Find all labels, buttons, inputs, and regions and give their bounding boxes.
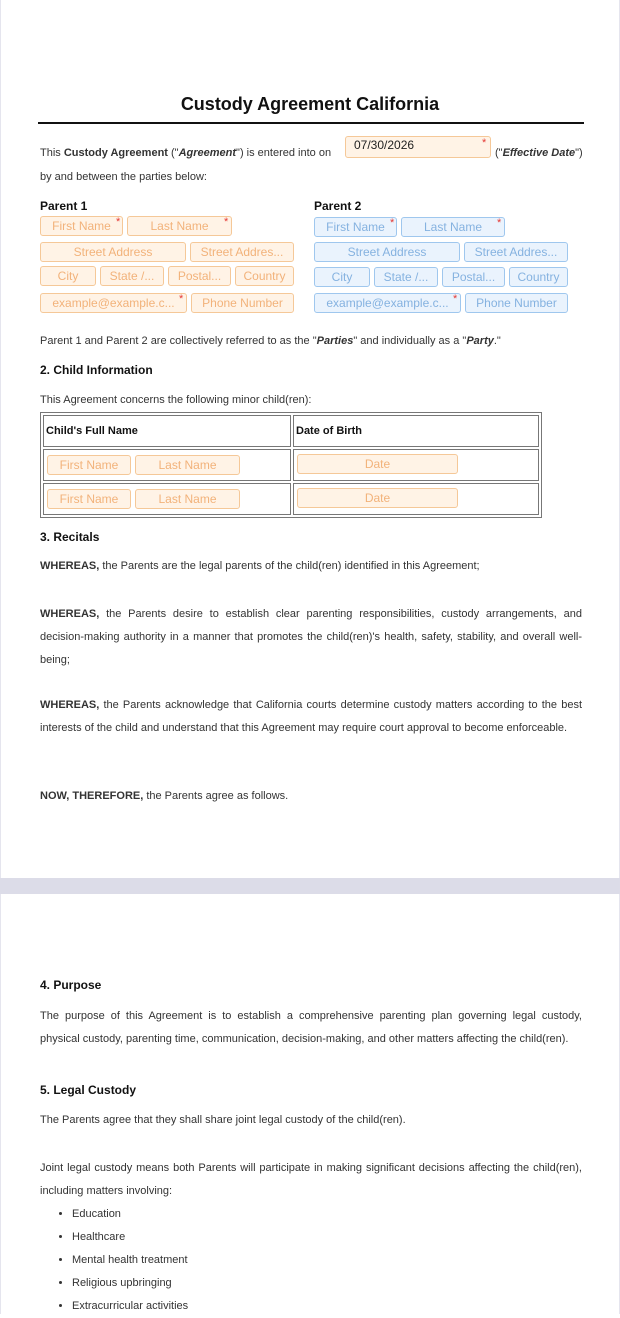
child1-last-name-input[interactable]: Last Name [135, 455, 240, 475]
parent2-postal-input[interactable]: Postal... [442, 267, 505, 287]
parent2-first-name-input[interactable]: First Name [314, 217, 397, 237]
section-4-text: The purpose of this Agreement is to establish a comprehensive parenting plan governing legal custody, physical custody, parenting time, communication, decision-making, and other matters affecting the child(ren). [40, 1010, 582, 1045]
intro-text: (" [167, 147, 179, 159]
section-4-heading: 4. Purpose [40, 978, 102, 992]
section-2-heading: 2. Child Information [40, 363, 153, 377]
intro-agreement-short: Agreement [178, 147, 237, 159]
parties-text: " and individually as a " [353, 335, 467, 347]
parent1-street2-input[interactable]: Street Addres... [190, 242, 294, 262]
parent1-first-name-input[interactable]: First Name [40, 216, 123, 236]
now-therefore-term: NOW, THEREFORE, [40, 790, 144, 802]
list-item: • Healthcare [72, 1226, 188, 1249]
child2-last-name-input[interactable]: Last Name [135, 489, 240, 509]
parties-term: Parties [316, 335, 354, 347]
section-5-text-1: The Parents agree that they shall share joint legal custody of the child(ren). [40, 1114, 406, 1126]
intro-text: ") is entered into on [236, 147, 332, 159]
recital-text: the Parents acknowledge that California courts determine custody matters according to the best interests of the child and understand that this Agreement may require court approval to become enforceable. [40, 699, 582, 734]
parent2-email-input[interactable]: example@example.c... [314, 293, 461, 313]
required-mark: * [390, 217, 395, 229]
parent2-country-input[interactable]: Country [509, 267, 568, 287]
recital-text: the Parents agree as follows. [143, 790, 289, 802]
legal-custody-list [40, 1203, 188, 1318]
parent1-country-input[interactable]: Country [235, 266, 294, 286]
recital-3 [40, 694, 582, 740]
page-separator [0, 878, 620, 894]
section-2-text: This Agreement concerns the following minor child(ren): [40, 394, 312, 406]
parent1-heading: Parent 1 [40, 199, 88, 213]
child-name-cell [43, 483, 291, 515]
effective-date-label [495, 144, 583, 162]
parent1-last-name-input[interactable]: Last Name [127, 216, 232, 236]
intro-line-2: by and between the parties below: [40, 171, 207, 183]
parent2-heading: Parent 2 [314, 199, 362, 213]
parent1-postal-input[interactable]: Postal... [168, 266, 231, 286]
table-header-row [43, 415, 539, 447]
parent1-city-input[interactable]: City [40, 266, 96, 286]
intro-agreement-bold: Custody Agreement [63, 147, 168, 159]
column-header-dob: Date of Birth [293, 415, 539, 447]
recital-4 [40, 787, 582, 805]
recital-2 [40, 603, 582, 672]
child-dob-cell [293, 483, 539, 515]
table-row [43, 483, 539, 515]
quote-open: (" [495, 147, 503, 159]
table-row [43, 449, 539, 481]
parent1-street1-input[interactable]: Street Address [40, 242, 186, 262]
column-header-name: Child's Full Name [43, 415, 291, 447]
parent2-last-name-input[interactable]: Last Name [401, 217, 505, 237]
parent2-phone-input[interactable]: Phone Number [465, 293, 568, 313]
children-table [40, 412, 542, 518]
effective-date-text: Effective Date [502, 147, 576, 159]
section-5-text-2: Joint legal custody means both Parents will participate in making significant decisions affecting the child(ren), including matters involving: [40, 1162, 582, 1197]
whereas-term: WHEREAS, [40, 560, 100, 572]
list-item: • Mental health treatment [72, 1249, 188, 1272]
parties-text: Parent 1 and Parent 2 are collectively referred to as the " [40, 335, 317, 347]
required-mark: * [497, 217, 502, 229]
recital-text: the Parents are the legal parents of the child(ren) identified in this Agreement; [99, 560, 480, 572]
required-mark: * [116, 216, 121, 228]
parent2-street1-input[interactable]: Street Address [314, 242, 460, 262]
parent1-phone-input[interactable]: Phone Number [191, 293, 294, 313]
list-item: • Education [72, 1203, 188, 1226]
effective-date-field[interactable]: 07/30/2026 [345, 136, 491, 158]
parent2-state-input[interactable]: State /... [374, 267, 438, 287]
required-mark: * [482, 137, 487, 149]
whereas-term: WHEREAS, [40, 699, 100, 711]
recital-text: the Parents desire to establish clear parenting responsibilities, custody arrangements, and decision-making authority in a manner that promotes the child(ren)'s health, safety, stability, and overall well-being; [40, 608, 582, 666]
child-name-cell [43, 449, 291, 481]
required-mark: * [453, 293, 458, 305]
section-5-heading: 5. Legal Custody [40, 1083, 137, 1097]
quote-close: ") [575, 147, 583, 159]
child1-date-input[interactable]: Date [297, 454, 458, 474]
parties-text: ." [493, 335, 501, 347]
parent2-city-input[interactable]: City [314, 267, 370, 287]
parent1-email-input[interactable]: example@example.c... [40, 293, 187, 313]
child-dob-cell [293, 449, 539, 481]
intro-text: This [40, 147, 64, 159]
child1-first-name-input[interactable]: First Name [47, 455, 131, 475]
party-term: Party [466, 335, 494, 347]
child2-first-name-input[interactable]: First Name [47, 489, 131, 509]
title-rule [38, 122, 584, 124]
recital-1 [40, 557, 582, 575]
required-mark: * [179, 293, 184, 305]
section-3-heading: 3. Recitals [40, 530, 100, 544]
list-item: • Extracurricular activities [72, 1295, 188, 1318]
list-item: • Religious upbringing [72, 1272, 188, 1295]
intro-line-1 [40, 144, 350, 162]
parent2-street2-input[interactable]: Street Addres... [464, 242, 568, 262]
required-mark: * [224, 216, 229, 228]
document-title: Custody Agreement California [180, 94, 440, 114]
parent1-state-input[interactable]: State /... [100, 266, 164, 286]
parties-paragraph [40, 332, 600, 350]
whereas-term: WHEREAS, [40, 608, 100, 620]
child2-date-input[interactable]: Date [297, 488, 458, 508]
